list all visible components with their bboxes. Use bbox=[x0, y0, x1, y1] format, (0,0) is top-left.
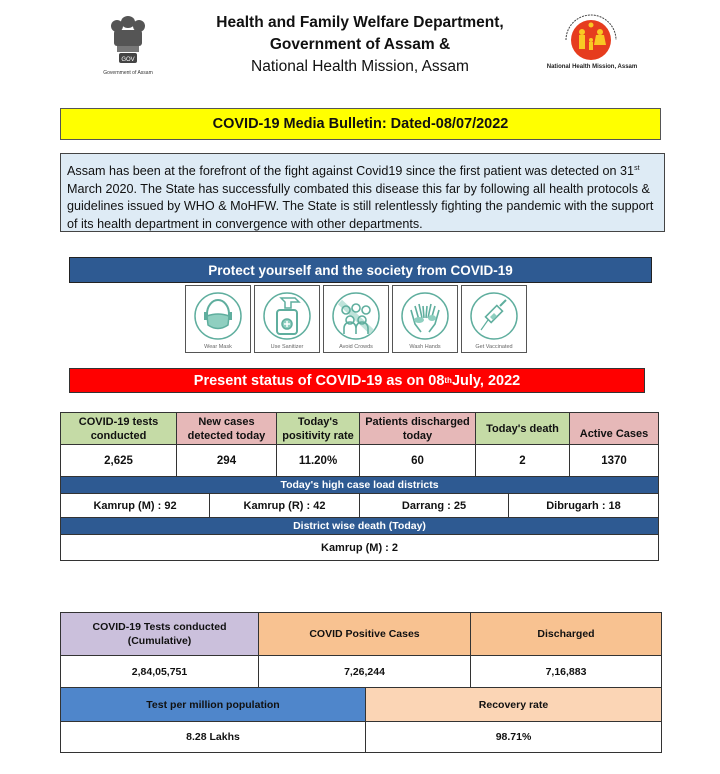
value-positive-cases: 7,26,244 bbox=[259, 656, 471, 688]
value-deaths: 2 bbox=[476, 445, 570, 477]
value-discharged-cumulative: 7,16,883 bbox=[471, 656, 662, 688]
cumulative-header-row bbox=[60, 613, 662, 656]
status-text-end: July, 2022 bbox=[451, 372, 521, 389]
header-cumulative-tests: COVID-19 Tests conducted (Cumulative) bbox=[60, 613, 259, 656]
safety-icons-row bbox=[185, 285, 527, 353]
value-positivity-rate: 11.20% bbox=[277, 445, 360, 477]
header-positive-cases: COVID Positive Cases bbox=[259, 613, 471, 656]
value-tests-conducted: 2,625 bbox=[60, 445, 177, 477]
district-cell: Darrang : 25 bbox=[360, 494, 509, 518]
header-line-2: Government of Assam & bbox=[269, 36, 451, 53]
rate-header-row bbox=[60, 688, 662, 722]
district-cell: Kamrup (M) : 92 bbox=[60, 494, 210, 518]
right-logo-caption: National Health Mission, Assam bbox=[546, 64, 638, 70]
syringe-icon bbox=[468, 290, 520, 342]
rate-values-row bbox=[60, 722, 662, 753]
mask-icon bbox=[192, 290, 244, 342]
icon-label: Get Vaccinated bbox=[475, 344, 513, 350]
icon-label: Use Sanitizer bbox=[270, 344, 304, 350]
today-stats-table bbox=[60, 412, 659, 561]
districts-row bbox=[60, 494, 659, 518]
wear-mask-card bbox=[185, 285, 251, 353]
avoid-crowds-card bbox=[323, 285, 389, 353]
today-values-row bbox=[60, 445, 659, 477]
value-active-cases: 1370 bbox=[570, 445, 659, 477]
header-discharged-cumulative: Discharged bbox=[471, 613, 662, 656]
header-new-cases: New cases detected today bbox=[177, 413, 277, 445]
today-header-row bbox=[60, 412, 659, 445]
icon-label: Avoid Crowds bbox=[339, 344, 373, 350]
district-death-value: Kamrup (M) : 2 bbox=[60, 535, 659, 561]
header-test-per-million: Test per million population bbox=[60, 688, 366, 722]
nhm-logo bbox=[558, 10, 624, 66]
intro-text-2: March 2020. The State has successfully combated this disease this far by following all health protocols & guidelines issued by WHO & MoHFW. The State is still relentlessly fighting the pandemic with the support of its health department in convergence with other departments. bbox=[67, 181, 654, 231]
header-line-3: National Health Mission, Assam bbox=[251, 58, 469, 75]
status-banner bbox=[69, 368, 645, 393]
crowd-icon bbox=[330, 290, 382, 342]
use-sanitizer-card bbox=[254, 285, 320, 353]
bulletin-title: COVID-19 Media Bulletin: Dated-08/07/2022 bbox=[60, 108, 661, 140]
cumulative-stats-table bbox=[60, 612, 662, 753]
district-death-title: District wise death (Today) bbox=[60, 518, 659, 535]
status-text: Present status of COVID-19 as on 08 bbox=[193, 372, 445, 389]
value-discharged: 60 bbox=[360, 445, 476, 477]
intro-paragraph bbox=[60, 153, 665, 232]
svg-text:GOV: GOV bbox=[121, 57, 135, 63]
left-logo-caption: Government of Assam bbox=[103, 70, 153, 76]
get-vaccinated-card bbox=[461, 285, 527, 353]
value-new-cases: 294 bbox=[177, 445, 277, 477]
district-cell: Kamrup (R) : 42 bbox=[210, 494, 360, 518]
header-recovery-rate: Recovery rate bbox=[366, 688, 662, 722]
district-cell: Dibrugarh : 18 bbox=[509, 494, 659, 518]
wash-hands-card bbox=[392, 285, 458, 353]
high-case-load-title: Today's high case load districts bbox=[60, 477, 659, 494]
cumulative-values-row bbox=[60, 656, 662, 688]
icon-label: Wash Hands bbox=[409, 344, 441, 350]
nhm-family-icon bbox=[558, 10, 624, 66]
protect-banner: Protect yourself and the society from COVID-19 bbox=[69, 257, 652, 283]
value-cumulative-tests: 2,84,05,751 bbox=[60, 656, 259, 688]
status-sup: th bbox=[444, 376, 452, 385]
value-test-per-million: 8.28 Lakhs bbox=[60, 722, 366, 753]
wash-hands-icon bbox=[399, 290, 451, 342]
header-positivity-rate: Today's positivity rate bbox=[277, 413, 360, 445]
intro-sup: st bbox=[634, 165, 640, 172]
value-recovery-rate: 98.71% bbox=[366, 722, 662, 753]
header-line-1: Health and Family Welfare Department, bbox=[216, 14, 504, 31]
icon-label: Wear Mask bbox=[204, 344, 232, 350]
sanitizer-icon bbox=[261, 290, 313, 342]
header-tests-conducted: COVID-19 tests conducted bbox=[60, 413, 177, 445]
header-discharged: Patients discharged today bbox=[360, 413, 476, 445]
header-deaths: Today's death bbox=[476, 413, 570, 445]
header-active-cases: Active Cases bbox=[570, 413, 659, 445]
page-header bbox=[200, 12, 520, 78]
intro-text-1: Assam has been at the forefront of the fight against Covid19 since the first patient was detected on 31 bbox=[67, 164, 635, 179]
